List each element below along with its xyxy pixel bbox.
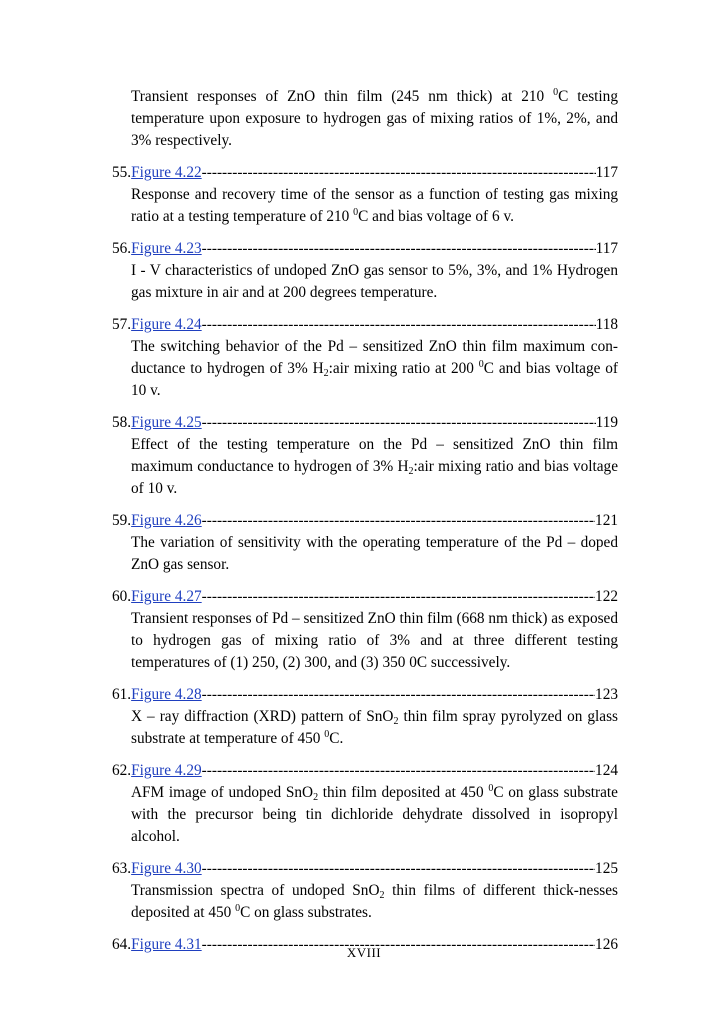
entry-header bbox=[112, 314, 618, 336]
list-of-figures bbox=[112, 86, 618, 966]
caption-text: thin film spray pyrolyzed on glass substrate at temperature of 450 bbox=[131, 708, 618, 747]
entry-number: 55. bbox=[112, 164, 132, 181]
figure-link[interactable]: Figure 4.26 bbox=[131, 512, 202, 529]
figure-link[interactable]: Figure 4.25 bbox=[131, 414, 202, 431]
entry-header bbox=[112, 760, 618, 782]
caption-text: Transient responses of ZnO thin film (245 nm thick) at 210 bbox=[131, 88, 554, 105]
figure-caption bbox=[112, 434, 618, 500]
superscript: 0 bbox=[478, 359, 484, 370]
dot-leader bbox=[202, 586, 595, 608]
figure-link[interactable]: Figure 4.22 bbox=[131, 164, 202, 181]
entry-number: 58. bbox=[112, 414, 132, 431]
figure-caption bbox=[112, 782, 618, 848]
figure-link[interactable]: Figure 4.24 bbox=[131, 316, 202, 333]
list-item bbox=[112, 238, 618, 304]
caption-text: C. bbox=[329, 730, 344, 747]
superscript: 0 bbox=[353, 207, 359, 218]
dot-leader bbox=[202, 412, 596, 434]
caption-text: Response and recovery time of the sensor as a function of testing gas mixing ratio at a testing temperature of 210 bbox=[131, 186, 618, 225]
entry-header bbox=[112, 162, 618, 184]
list-item bbox=[112, 162, 618, 228]
figure-link[interactable]: Figure 4.23 bbox=[131, 240, 202, 257]
entry-header bbox=[112, 684, 618, 706]
list-item bbox=[112, 412, 618, 500]
list-item bbox=[112, 760, 618, 848]
caption-text: AFM image of undoped SnO bbox=[131, 784, 314, 801]
figure-caption bbox=[112, 336, 618, 402]
figure-caption bbox=[112, 706, 618, 750]
dot-leader bbox=[202, 684, 595, 706]
superscript: 0 bbox=[553, 87, 559, 98]
page-number: 123 bbox=[595, 686, 618, 703]
caption-text: I - V characteristics of undoped ZnO gas sensor to 5%, 3%, and 1% Hydrogen gas mixture in air and at 200 degrees temperature. bbox=[131, 262, 618, 301]
caption-text: The switching behavior of the Pd – sensitized ZnO thin film maximum con-ductance to hydrogen of 3% H bbox=[131, 338, 618, 377]
figure-link[interactable]: Figure 4.30 bbox=[131, 860, 202, 877]
entry-number: 59. bbox=[112, 512, 132, 529]
entry-header bbox=[112, 412, 618, 434]
continued-caption bbox=[112, 86, 618, 152]
dot-leader bbox=[202, 510, 595, 532]
entry-header bbox=[112, 510, 618, 532]
caption-text: Effect of the testing temperature on the Pd – sensitized ZnO thin film maximum conductance to hydrogen of 3% H bbox=[131, 436, 618, 475]
superscript: 0 bbox=[488, 783, 494, 794]
entry-number: 56. bbox=[112, 240, 132, 257]
figure-link[interactable]: Figure 4.28 bbox=[131, 686, 202, 703]
subscript: 2 bbox=[313, 792, 319, 803]
caption-text: Transmission spectra of undoped SnO bbox=[131, 882, 380, 899]
caption-text: C testing temperature upon exposure to hydrogen gas of mixing ratios of 1%, 2%, and 3% respectively. bbox=[131, 88, 618, 149]
figure-link[interactable]: Figure 4.29 bbox=[131, 762, 202, 779]
entry-number: 63. bbox=[112, 860, 132, 877]
figure-link[interactable]: Figure 4.27 bbox=[131, 588, 202, 605]
caption-text: :air mixing ratio at 200 bbox=[328, 360, 479, 377]
figure-caption bbox=[112, 260, 618, 304]
caption-text: C on glass substrates. bbox=[240, 904, 372, 921]
caption-text: thin film deposited at 450 bbox=[318, 784, 489, 801]
entry-number: 64. bbox=[112, 936, 132, 953]
entry-number: 62. bbox=[112, 762, 132, 779]
subscript: 2 bbox=[379, 890, 385, 901]
subscript: 2 bbox=[393, 716, 399, 727]
page-footer-number: XVIII bbox=[346, 945, 382, 960]
dot-leader bbox=[202, 858, 595, 880]
figure-caption bbox=[112, 608, 618, 674]
caption-text: The variation of sensitivity with the operating temperature of the Pd – doped ZnO gas sensor. bbox=[131, 534, 618, 573]
entry-number: 60. bbox=[112, 588, 132, 605]
page-number: 124 bbox=[595, 762, 618, 779]
dot-leader bbox=[202, 760, 595, 782]
page-number: 125 bbox=[595, 860, 618, 877]
caption-text: thin films of different thick-nesses deposited at 450 bbox=[131, 882, 618, 921]
entry-header bbox=[112, 858, 618, 880]
caption-text: C and bias voltage of 10 v. bbox=[131, 360, 619, 399]
page-number: 117 bbox=[595, 164, 618, 181]
dot-leader bbox=[202, 162, 596, 184]
entry-header bbox=[112, 238, 618, 260]
caption-text: X – ray diffraction (XRD) pattern of SnO bbox=[131, 708, 394, 725]
dot-leader bbox=[202, 238, 596, 260]
list-item bbox=[112, 858, 618, 924]
caption-text: C on glass substrate with the precursor being tin dichloride dehydrate dissolved in isopropyl alcohol. bbox=[131, 784, 618, 845]
list-item bbox=[112, 684, 618, 750]
entry-header bbox=[112, 586, 618, 608]
list-item bbox=[112, 510, 618, 576]
list-item bbox=[112, 314, 618, 402]
page-number: 118 bbox=[595, 316, 618, 333]
page-number: 121 bbox=[595, 512, 618, 529]
caption-text: :air mixing ratio and bias voltage of 10 v. bbox=[131, 458, 618, 497]
list-item bbox=[112, 586, 618, 674]
entry-number: 57. bbox=[112, 316, 132, 333]
figure-caption bbox=[112, 184, 618, 228]
figure-caption bbox=[112, 880, 618, 924]
subscript: 2 bbox=[408, 466, 414, 477]
figure-link[interactable]: Figure 4.31 bbox=[131, 936, 202, 953]
subscript: 2 bbox=[323, 368, 329, 379]
caption-text: C and bias voltage of 6 v. bbox=[358, 208, 514, 225]
superscript: 0 bbox=[235, 903, 241, 914]
caption-text: Transient responses of Pd – sensitized ZnO thin film (668 nm thick) as exposed to hydrogen gas of mixing ratio of 3% and at three different testing temperatures of (1) 250, (2) 300, and (3) 350 0C successively. bbox=[131, 610, 618, 671]
figure-caption bbox=[112, 532, 618, 576]
entry-number: 61. bbox=[112, 686, 132, 703]
page-number: 122 bbox=[595, 588, 618, 605]
dot-leader bbox=[202, 314, 596, 336]
page-number: 119 bbox=[595, 414, 618, 431]
superscript: 0 bbox=[324, 729, 330, 740]
page-number: 117 bbox=[595, 240, 618, 257]
page-number: 126 bbox=[595, 936, 618, 953]
